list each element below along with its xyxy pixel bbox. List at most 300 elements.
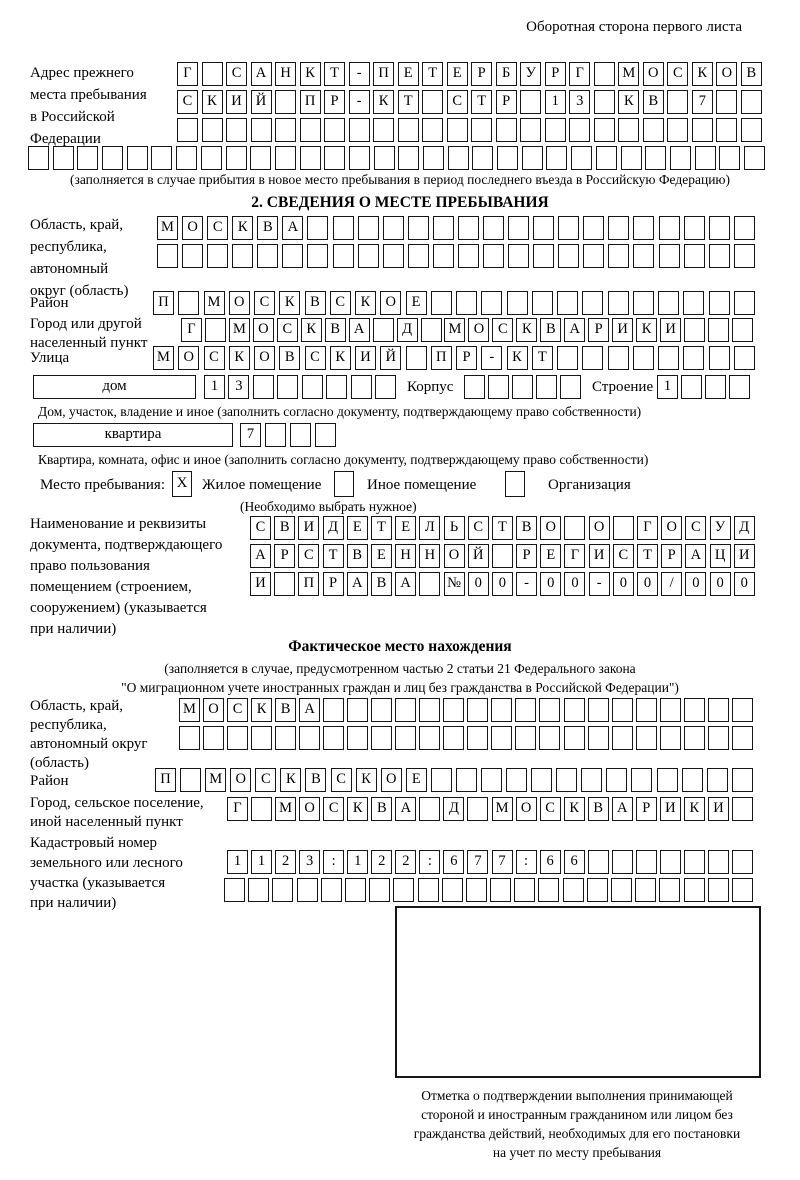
- char-cell[interactable]: [157, 244, 178, 268]
- char-cell[interactable]: В: [305, 768, 326, 792]
- char-cell[interactable]: С: [298, 544, 319, 568]
- checkbox-residential[interactable]: X: [172, 471, 192, 497]
- char-cell[interactable]: 7: [692, 90, 713, 114]
- char-cell[interactable]: [531, 768, 552, 792]
- char-cell[interactable]: [180, 768, 201, 792]
- char-cell[interactable]: С: [492, 318, 513, 342]
- char-cell[interactable]: Р: [274, 544, 295, 568]
- char-cell[interactable]: Р: [636, 797, 657, 821]
- char-cell[interactable]: [684, 244, 705, 268]
- char-cell[interactable]: [645, 146, 666, 170]
- char-cell[interactable]: И: [660, 797, 681, 821]
- char-cell[interactable]: К: [636, 318, 657, 342]
- char-cell[interactable]: [538, 878, 559, 902]
- char-cell[interactable]: [729, 375, 750, 399]
- char-cell[interactable]: [633, 346, 654, 370]
- char-cell[interactable]: [741, 90, 762, 114]
- char-cell[interactable]: [422, 90, 443, 114]
- char-cell[interactable]: [408, 244, 429, 268]
- char-cell[interactable]: [373, 118, 394, 142]
- char-cell[interactable]: [201, 146, 222, 170]
- char-cell[interactable]: [594, 118, 615, 142]
- char-cell[interactable]: [558, 244, 579, 268]
- char-cell[interactable]: :: [419, 850, 440, 874]
- char-cell[interactable]: О: [299, 797, 320, 821]
- char-cell[interactable]: В: [516, 516, 537, 540]
- char-cell[interactable]: 1: [657, 375, 678, 399]
- char-cell[interactable]: У: [710, 516, 731, 540]
- char-cell[interactable]: [464, 375, 485, 399]
- char-cell[interactable]: В: [371, 797, 392, 821]
- char-cell[interactable]: [588, 698, 609, 722]
- char-cell[interactable]: М: [229, 318, 250, 342]
- char-cell[interactable]: 7: [467, 850, 488, 874]
- char-cell[interactable]: П: [298, 572, 319, 596]
- char-cell[interactable]: [383, 244, 404, 268]
- char-cell[interactable]: 2: [395, 850, 416, 874]
- char-cell[interactable]: [558, 216, 579, 240]
- char-cell[interactable]: [606, 768, 627, 792]
- char-cell[interactable]: М: [179, 698, 200, 722]
- char-cell[interactable]: С: [685, 516, 706, 540]
- char-cell[interactable]: [375, 375, 396, 399]
- char-cell[interactable]: Т: [471, 90, 492, 114]
- char-cell[interactable]: [557, 346, 578, 370]
- char-cell[interactable]: [684, 850, 705, 874]
- char-cell[interactable]: [708, 850, 729, 874]
- char-cell[interactable]: А: [685, 544, 706, 568]
- char-cell[interactable]: [659, 244, 680, 268]
- char-cell[interactable]: [127, 146, 148, 170]
- char-cell[interactable]: [443, 698, 464, 722]
- char-cell[interactable]: Р: [545, 62, 566, 86]
- char-cell[interactable]: Е: [406, 291, 427, 315]
- char-cell[interactable]: Г: [637, 516, 658, 540]
- char-cell[interactable]: Е: [347, 516, 368, 540]
- char-cell[interactable]: О: [589, 516, 610, 540]
- char-cell[interactable]: [667, 90, 688, 114]
- char-cell[interactable]: [533, 244, 554, 268]
- char-cell[interactable]: А: [612, 797, 633, 821]
- char-cell[interactable]: [631, 768, 652, 792]
- char-cell[interactable]: [709, 216, 730, 240]
- char-cell[interactable]: [481, 768, 502, 792]
- char-cell[interactable]: [539, 726, 560, 750]
- char-cell[interactable]: [506, 768, 527, 792]
- char-cell[interactable]: [491, 698, 512, 722]
- char-cell[interactable]: [633, 291, 654, 315]
- char-cell[interactable]: А: [347, 572, 368, 596]
- char-cell[interactable]: В: [279, 346, 300, 370]
- char-cell[interactable]: 6: [564, 850, 585, 874]
- char-cell[interactable]: [102, 146, 123, 170]
- char-cell[interactable]: Е: [540, 544, 561, 568]
- char-cell[interactable]: Н: [275, 62, 296, 86]
- char-cell[interactable]: [443, 726, 464, 750]
- char-cell[interactable]: А: [395, 797, 416, 821]
- char-cell[interactable]: Е: [447, 62, 468, 86]
- char-cell[interactable]: [588, 726, 609, 750]
- char-cell[interactable]: [203, 726, 224, 750]
- char-cell[interactable]: [53, 146, 74, 170]
- checkbox-other-premises[interactable]: [334, 471, 354, 497]
- char-cell[interactable]: Е: [398, 62, 419, 86]
- char-cell[interactable]: [28, 146, 49, 170]
- char-cell[interactable]: [398, 118, 419, 142]
- char-cell[interactable]: [347, 726, 368, 750]
- char-cell[interactable]: [467, 797, 488, 821]
- char-cell[interactable]: Т: [323, 544, 344, 568]
- char-cell[interactable]: [205, 318, 226, 342]
- char-cell[interactable]: С: [323, 797, 344, 821]
- char-cell[interactable]: [406, 346, 427, 370]
- char-cell[interactable]: [371, 726, 392, 750]
- char-cell[interactable]: [345, 878, 366, 902]
- char-cell[interactable]: К: [516, 318, 537, 342]
- char-cell[interactable]: [709, 346, 730, 370]
- char-cell[interactable]: О: [381, 768, 402, 792]
- char-cell[interactable]: С: [330, 291, 351, 315]
- char-cell[interactable]: [594, 90, 615, 114]
- char-cell[interactable]: Б: [496, 62, 517, 86]
- char-cell[interactable]: 0: [685, 572, 706, 596]
- char-cell[interactable]: [257, 244, 278, 268]
- char-cell[interactable]: О: [540, 516, 561, 540]
- char-cell[interactable]: [732, 318, 753, 342]
- char-cell[interactable]: [520, 90, 541, 114]
- char-cell[interactable]: С: [226, 62, 247, 86]
- char-cell[interactable]: [433, 244, 454, 268]
- char-cell[interactable]: [732, 726, 753, 750]
- char-cell[interactable]: В: [257, 216, 278, 240]
- char-cell[interactable]: И: [734, 544, 755, 568]
- char-cell[interactable]: Д: [397, 318, 418, 342]
- char-cell[interactable]: И: [298, 516, 319, 540]
- char-cell[interactable]: [467, 726, 488, 750]
- char-cell[interactable]: К: [373, 90, 394, 114]
- char-cell[interactable]: Р: [588, 318, 609, 342]
- char-cell[interactable]: [349, 146, 370, 170]
- char-cell[interactable]: [398, 146, 419, 170]
- char-cell[interactable]: [533, 216, 554, 240]
- char-cell[interactable]: Р: [516, 544, 537, 568]
- char-cell[interactable]: [297, 878, 318, 902]
- char-cell[interactable]: [490, 878, 511, 902]
- char-cell[interactable]: [77, 146, 98, 170]
- char-cell[interactable]: [324, 118, 345, 142]
- char-cell[interactable]: [358, 244, 379, 268]
- char-cell[interactable]: 0: [734, 572, 755, 596]
- char-cell[interactable]: [275, 90, 296, 114]
- char-cell[interactable]: [633, 244, 654, 268]
- char-cell[interactable]: В: [325, 318, 346, 342]
- char-cell[interactable]: [177, 118, 198, 142]
- char-cell[interactable]: [265, 423, 286, 447]
- char-cell[interactable]: №: [444, 572, 465, 596]
- char-cell[interactable]: [635, 878, 656, 902]
- char-cell[interactable]: [670, 146, 691, 170]
- char-cell[interactable]: 1: [251, 850, 272, 874]
- char-cell[interactable]: О: [661, 516, 682, 540]
- char-cell[interactable]: И: [226, 90, 247, 114]
- char-cell[interactable]: М: [275, 797, 296, 821]
- char-cell[interactable]: [569, 118, 590, 142]
- char-cell[interactable]: [351, 375, 372, 399]
- char-cell[interactable]: [636, 698, 657, 722]
- char-cell[interactable]: К: [356, 768, 377, 792]
- char-cell[interactable]: [643, 118, 664, 142]
- char-cell[interactable]: [564, 516, 585, 540]
- char-cell[interactable]: [182, 244, 203, 268]
- char-cell[interactable]: [458, 244, 479, 268]
- char-cell[interactable]: 7: [240, 423, 261, 447]
- char-cell[interactable]: 3: [228, 375, 249, 399]
- char-cell[interactable]: [594, 62, 615, 86]
- char-cell[interactable]: [300, 146, 321, 170]
- char-cell[interactable]: [564, 698, 585, 722]
- char-cell[interactable]: [734, 346, 755, 370]
- char-cell[interactable]: [707, 768, 728, 792]
- char-cell[interactable]: А: [349, 318, 370, 342]
- char-cell[interactable]: [709, 244, 730, 268]
- char-cell[interactable]: [683, 346, 704, 370]
- char-cell[interactable]: [545, 118, 566, 142]
- char-cell[interactable]: [433, 216, 454, 240]
- char-cell[interactable]: С: [613, 544, 634, 568]
- char-cell[interactable]: Т: [371, 516, 392, 540]
- char-cell[interactable]: М: [153, 346, 174, 370]
- char-cell[interactable]: [226, 118, 247, 142]
- char-cell[interactable]: [300, 118, 321, 142]
- char-cell[interactable]: 0: [564, 572, 585, 596]
- char-cell[interactable]: Ь: [444, 516, 465, 540]
- char-cell[interactable]: Д: [443, 797, 464, 821]
- char-cell[interactable]: [448, 146, 469, 170]
- char-cell[interactable]: [408, 216, 429, 240]
- char-cell[interactable]: [227, 726, 248, 750]
- char-cell[interactable]: И: [660, 318, 681, 342]
- char-cell[interactable]: [369, 878, 390, 902]
- char-cell[interactable]: :: [323, 850, 344, 874]
- char-cell[interactable]: [456, 768, 477, 792]
- char-cell[interactable]: [546, 146, 567, 170]
- char-cell[interactable]: -: [589, 572, 610, 596]
- char-cell[interactable]: Д: [323, 516, 344, 540]
- char-cell[interactable]: [582, 346, 603, 370]
- char-cell[interactable]: [732, 797, 753, 821]
- char-cell[interactable]: [539, 698, 560, 722]
- char-cell[interactable]: С: [250, 516, 271, 540]
- char-cell[interactable]: [488, 375, 509, 399]
- char-cell[interactable]: [472, 146, 493, 170]
- char-cell[interactable]: [560, 375, 581, 399]
- char-cell[interactable]: -: [349, 90, 370, 114]
- char-cell[interactable]: К: [232, 216, 253, 240]
- char-cell[interactable]: [224, 878, 245, 902]
- char-cell[interactable]: К: [692, 62, 713, 86]
- char-cell[interactable]: [658, 291, 679, 315]
- char-cell[interactable]: С: [447, 90, 468, 114]
- char-cell[interactable]: [202, 118, 223, 142]
- char-cell[interactable]: [660, 850, 681, 874]
- char-cell[interactable]: О: [178, 346, 199, 370]
- char-cell[interactable]: [708, 698, 729, 722]
- char-cell[interactable]: [274, 572, 295, 596]
- char-cell[interactable]: К: [618, 90, 639, 114]
- char-cell[interactable]: С: [177, 90, 198, 114]
- char-cell[interactable]: С: [207, 216, 228, 240]
- char-cell[interactable]: 0: [637, 572, 658, 596]
- char-cell[interactable]: 0: [710, 572, 731, 596]
- char-cell[interactable]: В: [275, 698, 296, 722]
- char-cell[interactable]: [515, 726, 536, 750]
- char-cell[interactable]: [636, 850, 657, 874]
- char-cell[interactable]: 6: [540, 850, 561, 874]
- char-cell[interactable]: Р: [661, 544, 682, 568]
- char-cell[interactable]: 1: [347, 850, 368, 874]
- char-cell[interactable]: К: [280, 768, 301, 792]
- char-cell[interactable]: [423, 146, 444, 170]
- char-cell[interactable]: [612, 698, 633, 722]
- char-cell[interactable]: К: [251, 698, 272, 722]
- char-cell[interactable]: [608, 291, 629, 315]
- char-cell[interactable]: С: [277, 318, 298, 342]
- char-cell[interactable]: [682, 768, 703, 792]
- char-cell[interactable]: Р: [471, 62, 492, 86]
- char-cell[interactable]: К: [347, 797, 368, 821]
- char-cell[interactable]: О: [230, 768, 251, 792]
- char-cell[interactable]: [732, 698, 753, 722]
- char-cell[interactable]: С: [305, 346, 326, 370]
- char-cell[interactable]: [708, 318, 729, 342]
- char-cell[interactable]: [315, 423, 336, 447]
- char-cell[interactable]: [275, 726, 296, 750]
- char-cell[interactable]: [716, 118, 737, 142]
- char-cell[interactable]: О: [444, 544, 465, 568]
- char-cell[interactable]: [514, 878, 535, 902]
- char-cell[interactable]: В: [347, 544, 368, 568]
- char-cell[interactable]: А: [250, 544, 271, 568]
- char-cell[interactable]: К: [229, 346, 250, 370]
- char-cell[interactable]: [684, 318, 705, 342]
- char-cell[interactable]: [275, 118, 296, 142]
- char-cell[interactable]: 3: [569, 90, 590, 114]
- char-cell[interactable]: :: [516, 850, 537, 874]
- char-cell[interactable]: [275, 146, 296, 170]
- char-cell[interactable]: [324, 146, 345, 170]
- char-cell[interactable]: В: [643, 90, 664, 114]
- char-cell[interactable]: [741, 118, 762, 142]
- char-cell[interactable]: О: [203, 698, 224, 722]
- char-cell[interactable]: [734, 244, 755, 268]
- char-cell[interactable]: [419, 572, 440, 596]
- char-cell[interactable]: М: [205, 768, 226, 792]
- char-cell[interactable]: [290, 423, 311, 447]
- char-cell[interactable]: [719, 146, 740, 170]
- char-cell[interactable]: [507, 291, 528, 315]
- char-cell[interactable]: О: [716, 62, 737, 86]
- char-cell[interactable]: В: [371, 572, 392, 596]
- char-cell[interactable]: С: [331, 768, 352, 792]
- char-cell[interactable]: К: [355, 291, 376, 315]
- char-cell[interactable]: [483, 216, 504, 240]
- char-cell[interactable]: [633, 216, 654, 240]
- char-cell[interactable]: Н: [395, 544, 416, 568]
- char-cell[interactable]: [695, 146, 716, 170]
- char-cell[interactable]: [596, 146, 617, 170]
- char-cell[interactable]: В: [588, 797, 609, 821]
- char-cell[interactable]: К: [330, 346, 351, 370]
- char-cell[interactable]: [658, 346, 679, 370]
- char-cell[interactable]: О: [182, 216, 203, 240]
- char-cell[interactable]: [393, 878, 414, 902]
- char-cell[interactable]: 3: [299, 850, 320, 874]
- char-cell[interactable]: Г: [177, 62, 198, 86]
- char-cell[interactable]: [179, 726, 200, 750]
- char-cell[interactable]: [659, 216, 680, 240]
- char-cell[interactable]: Й: [468, 544, 489, 568]
- char-cell[interactable]: -: [349, 62, 370, 86]
- char-cell[interactable]: К: [507, 346, 528, 370]
- char-cell[interactable]: [422, 118, 443, 142]
- char-cell[interactable]: Г: [564, 544, 585, 568]
- char-cell[interactable]: Е: [371, 544, 392, 568]
- char-cell[interactable]: [583, 216, 604, 240]
- char-cell[interactable]: [660, 726, 681, 750]
- char-cell[interactable]: А: [251, 62, 272, 86]
- char-cell[interactable]: 2: [371, 850, 392, 874]
- char-cell[interactable]: С: [204, 346, 225, 370]
- char-cell[interactable]: [395, 726, 416, 750]
- char-cell[interactable]: 0: [613, 572, 634, 596]
- char-cell[interactable]: [431, 768, 452, 792]
- char-cell[interactable]: М: [618, 62, 639, 86]
- char-cell[interactable]: [492, 544, 513, 568]
- char-cell[interactable]: С: [255, 768, 276, 792]
- char-cell[interactable]: [734, 216, 755, 240]
- char-cell[interactable]: С: [540, 797, 561, 821]
- char-cell[interactable]: [496, 118, 517, 142]
- char-cell[interactable]: [431, 291, 452, 315]
- char-cell[interactable]: [307, 244, 328, 268]
- char-cell[interactable]: П: [155, 768, 176, 792]
- char-cell[interactable]: О: [643, 62, 664, 86]
- char-cell[interactable]: К: [202, 90, 223, 114]
- char-cell[interactable]: О: [253, 318, 274, 342]
- char-cell[interactable]: [497, 146, 518, 170]
- char-cell[interactable]: [582, 291, 603, 315]
- char-cell[interactable]: [373, 318, 394, 342]
- char-cell[interactable]: [556, 768, 577, 792]
- char-cell[interactable]: [333, 216, 354, 240]
- char-cell[interactable]: Й: [380, 346, 401, 370]
- char-cell[interactable]: [684, 698, 705, 722]
- char-cell[interactable]: 0: [540, 572, 561, 596]
- char-cell[interactable]: Е: [406, 768, 427, 792]
- char-cell[interactable]: [371, 698, 392, 722]
- char-cell[interactable]: К: [279, 291, 300, 315]
- char-cell[interactable]: [557, 291, 578, 315]
- char-cell[interactable]: 1: [227, 850, 248, 874]
- char-cell[interactable]: [684, 726, 705, 750]
- char-cell[interactable]: О: [468, 318, 489, 342]
- char-cell[interactable]: Г: [181, 318, 202, 342]
- char-cell[interactable]: [251, 726, 272, 750]
- char-cell[interactable]: В: [274, 516, 295, 540]
- char-cell[interactable]: [612, 850, 633, 874]
- char-cell[interactable]: [419, 698, 440, 722]
- char-cell[interactable]: [226, 146, 247, 170]
